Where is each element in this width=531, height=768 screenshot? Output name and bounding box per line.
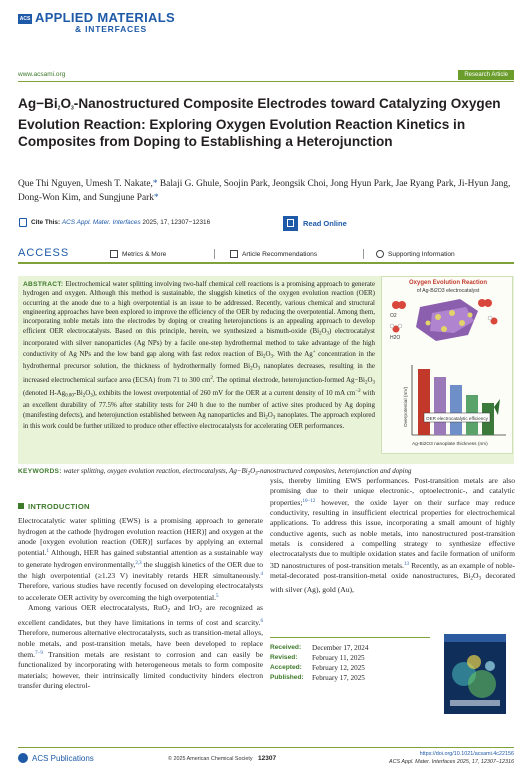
recommendations-label: Article Recommendations: [242, 250, 318, 258]
page-number: 12307: [258, 755, 277, 762]
abstract-label: ABSTRACT:: [23, 281, 64, 288]
access-label: ACCESS: [18, 247, 70, 259]
toc-illustration: [382, 277, 513, 454]
metrics-label: Metrics & More: [122, 250, 167, 258]
toc-efficiency-label: OER electrocatalytic efficiency: [426, 416, 488, 421]
keywords-list: water splitting, oxygen evolution reaction, electrocatalysts, $Ag-Bi_2O_3$-nanostructured composites, heterojunction and doping: [63, 467, 412, 477]
paragraph: Electrocatalytic water splitting (EWS) is a promising approach to generate hydrogen at the cathode [hydrogen evolution reaction (HER)] and oxygen at the anode [oxygen evolution reaction (OER)] surfaces by applying an external potential.$^1$ Although, HER has gained substantial attention as a sustainable way to generate hydrogen environmentally,$^{2,3}$ the sluggish kinetics of the OER due to the high overpotential (≥1.23 V) inevitably retards HER simultaneously.$^4$ Therefore, various studies have recently focused on developing electrocatalysts to accelerate OER activity by overcoming the high overpotential.$^5$: [18, 516, 263, 602]
right-column: [270, 476, 515, 595]
acs-logo-icon: [18, 753, 28, 763]
keywords-label: KEYWORDS:: [18, 468, 62, 475]
article-icon: [230, 250, 238, 258]
section-heading: INTRODUCTION: [18, 502, 263, 512]
journal-logo[interactable]: [18, 11, 175, 34]
cite-text: [31, 219, 210, 226]
toc-h2o-label: H2O: [390, 335, 401, 341]
left-column: [18, 502, 263, 691]
paragraph: Among various OER electrocatalysts, RuO$_2$ and IrO$_2$ are recognized as excellent candidates, but they have limitations in terms of cost and scarcity.$^6$ Therefore, numerous alternative electrocatalysts, such as transition-metal alloys, noble metals, and post-transition metals, have been developed to replace them.$^{7-9}$ Transition metals are resistant to corrosion and can easily be functionalized by incorporating with heterogeneous metals to form composite materials; however, their intrinsically limited conductivity hinders electron transfer during electrol-: [18, 603, 263, 690]
toc-o2-label: O2: [390, 313, 397, 319]
revised-date: February 11, 2025: [312, 654, 365, 662]
author-list: Que Thi Nguyen, Umesh T. Nakate,* Balaji G. Ghule, Soojin Park, Jeongsik Choi, Jong Hyun Park, Jae Ryang Park, Ji-Hyun Jang, Dong-Won Kim, and Sungjune Park*: [18, 179, 511, 203]
access-bar: [18, 247, 514, 264]
cite-ref: 2025, 17, 12307−12316: [142, 219, 211, 226]
cite-label: Cite This:: [31, 219, 61, 226]
journal-url-link[interactable]: www.acsami.org: [18, 71, 66, 78]
abstract-box: [18, 276, 514, 464]
article-type-badge: Research Article: [458, 70, 514, 80]
read-online-icon: [283, 216, 298, 231]
footer-rule: [18, 747, 514, 748]
acs-publications-logo[interactable]: ACS Publications: [18, 753, 94, 763]
supporting-info-label: Supporting Information: [388, 250, 455, 258]
cite-bar: [18, 214, 514, 232]
journal-name-line2: & INTERFACES: [75, 24, 147, 34]
journal-cover-image[interactable]: [444, 634, 506, 714]
footer-citation: ACS Appl. Mater. Interfaces 2025, 17, 12307−12316: [388, 758, 514, 765]
published-date: February 17, 2025: [312, 674, 365, 682]
access-divider: [214, 249, 215, 259]
supporting-info-link[interactable]: [376, 250, 455, 258]
access-divider: [363, 249, 364, 259]
recommendations-link[interactable]: [230, 250, 317, 258]
cite-icon: [19, 218, 27, 227]
cite-journal-link[interactable]: ACS Appl. Mater. Interfaces: [61, 219, 141, 226]
toc-graphic[interactable]: [381, 276, 513, 454]
article-title: $Ag-Bi_2O_3$-Nanostructured Composite Electrodes toward Catalyzing Oxygen Evolution Reaction: Exploring Oxygen Evolution Reaction Kinetics in Composites from Doping to Establishing a Heterojunction: [18, 96, 501, 150]
journal-url-bar: [18, 71, 514, 82]
plus-circle-icon: [376, 250, 384, 258]
abstract-text: [23, 280, 509, 456]
received-date: December 17, 2024: [312, 644, 369, 652]
abstract-body: Electrochemical water splitting involving two-half chemical cell reactions is a promising approach to generate hydrogen and oxygen. Although this method is sustainable, the sluggish kinetics of the oxygen evolution reaction (OER) occurring at the anode due to a high overpotential is an issue to be addressed. Recently, various chemical and structural engineering approaches have been explored to improve the efficiency of the OER by reducing the overpotential. Among them, incorporating noble metals into the electrodes by doping or creating heterojunctions is an appealing approach to develop efficient OER electrocatalysts. Based on this principle, herein, we synthesized a bismuth-oxide $(Bi_2O_3)$ electrocatalyst incorporated with silver nanoparticles (Ag NPs) by a facile one-step hydrothermal method to take advantage of the high conductivity of Ag NPs and the low band gap along with fast redox reaction of $Bi_2O_3$. With the Ag+ concentration in the hydrothermal precursor solution, the thickness of hydrothermally formed $Bi_2O_3$ nanoplates decreases, resulting in the increased electrochemical surface area (ECSA) from 71 to 300 $cm^2$. The optimal electrode, heterojunction-formed $Ag-Bi_2O_3$ (denoted $H-Ag_{0.80}-Bi_2O_3$), exhibits the lowest overpotential of 260 mV for the OER at a current density of 10 mA $cm^{-2}$ with an excellent durability of 77.5% after stability tests for 240 h due to the number of active sites produced by Ag doping (manifesting defects), and heterojunction established between Ag nanoparticles and $Bi_2O_3$ nanoplates. The approach explored in this work could be further utilized to produce other effective electrocatalysts for accelerating OER performances.: [23, 280, 376, 431]
read-online-button[interactable]: [283, 215, 373, 231]
paragraph: ysis, thereby limiting EWS performances. Post-transition metals are also promising due to their unique electronic-, optoelectronic-, and catalytic properties;$^{10-12}$ however, the oxide layer on their surface may reduce conductivity, resulting in insufficient electrical properties for electrochemical applications. To address this issue, incorporating a small amount of highly conductive agents, such as noble metals, into nanostructured post-transition metals is considered a compelling strategy to synthesize effective electrocatalysts due to multiple oxidation states and facile formation of uniform 3D nanostructures of post-transition metals.$^{13}$ Recently, as an example of noble-metal-decorated post-transition-metal oxide nanostructures, $Bi_2O_3$ decorated with silver (Ag), gold (Au),: [270, 476, 515, 594]
doi-link[interactable]: https://doi.org/10.1021/acsami.4c22156: [419, 751, 514, 757]
journal-name-line1: APPLIED MATERIALS: [35, 10, 175, 25]
doi-block: [389, 751, 514, 766]
page-footer: [18, 751, 514, 767]
publication-dates: Received: December 17, 2024 Revised: February 11, 2025 Accepted: February 12, 2025 Published: February 17, 2025: [270, 637, 430, 683]
read-online-label: Read Online: [303, 218, 347, 228]
toc-xlabel: Ag-Bi2O3 nanoplate thickness (nm): [412, 442, 488, 447]
acs-mark: ACS: [19, 16, 31, 22]
copyright: © 2025 American Chemical Society: [168, 756, 253, 762]
toc-ylabel: Overpotential (mV): [404, 386, 409, 427]
bar-chart-icon: [110, 250, 118, 258]
toc-title: Oxygen Evolution Reaction of Ag-Bi2O3 electrocatalyst: [408, 280, 487, 294]
accepted-date: February 12, 2025: [312, 664, 365, 672]
metrics-link[interactable]: [110, 250, 166, 258]
